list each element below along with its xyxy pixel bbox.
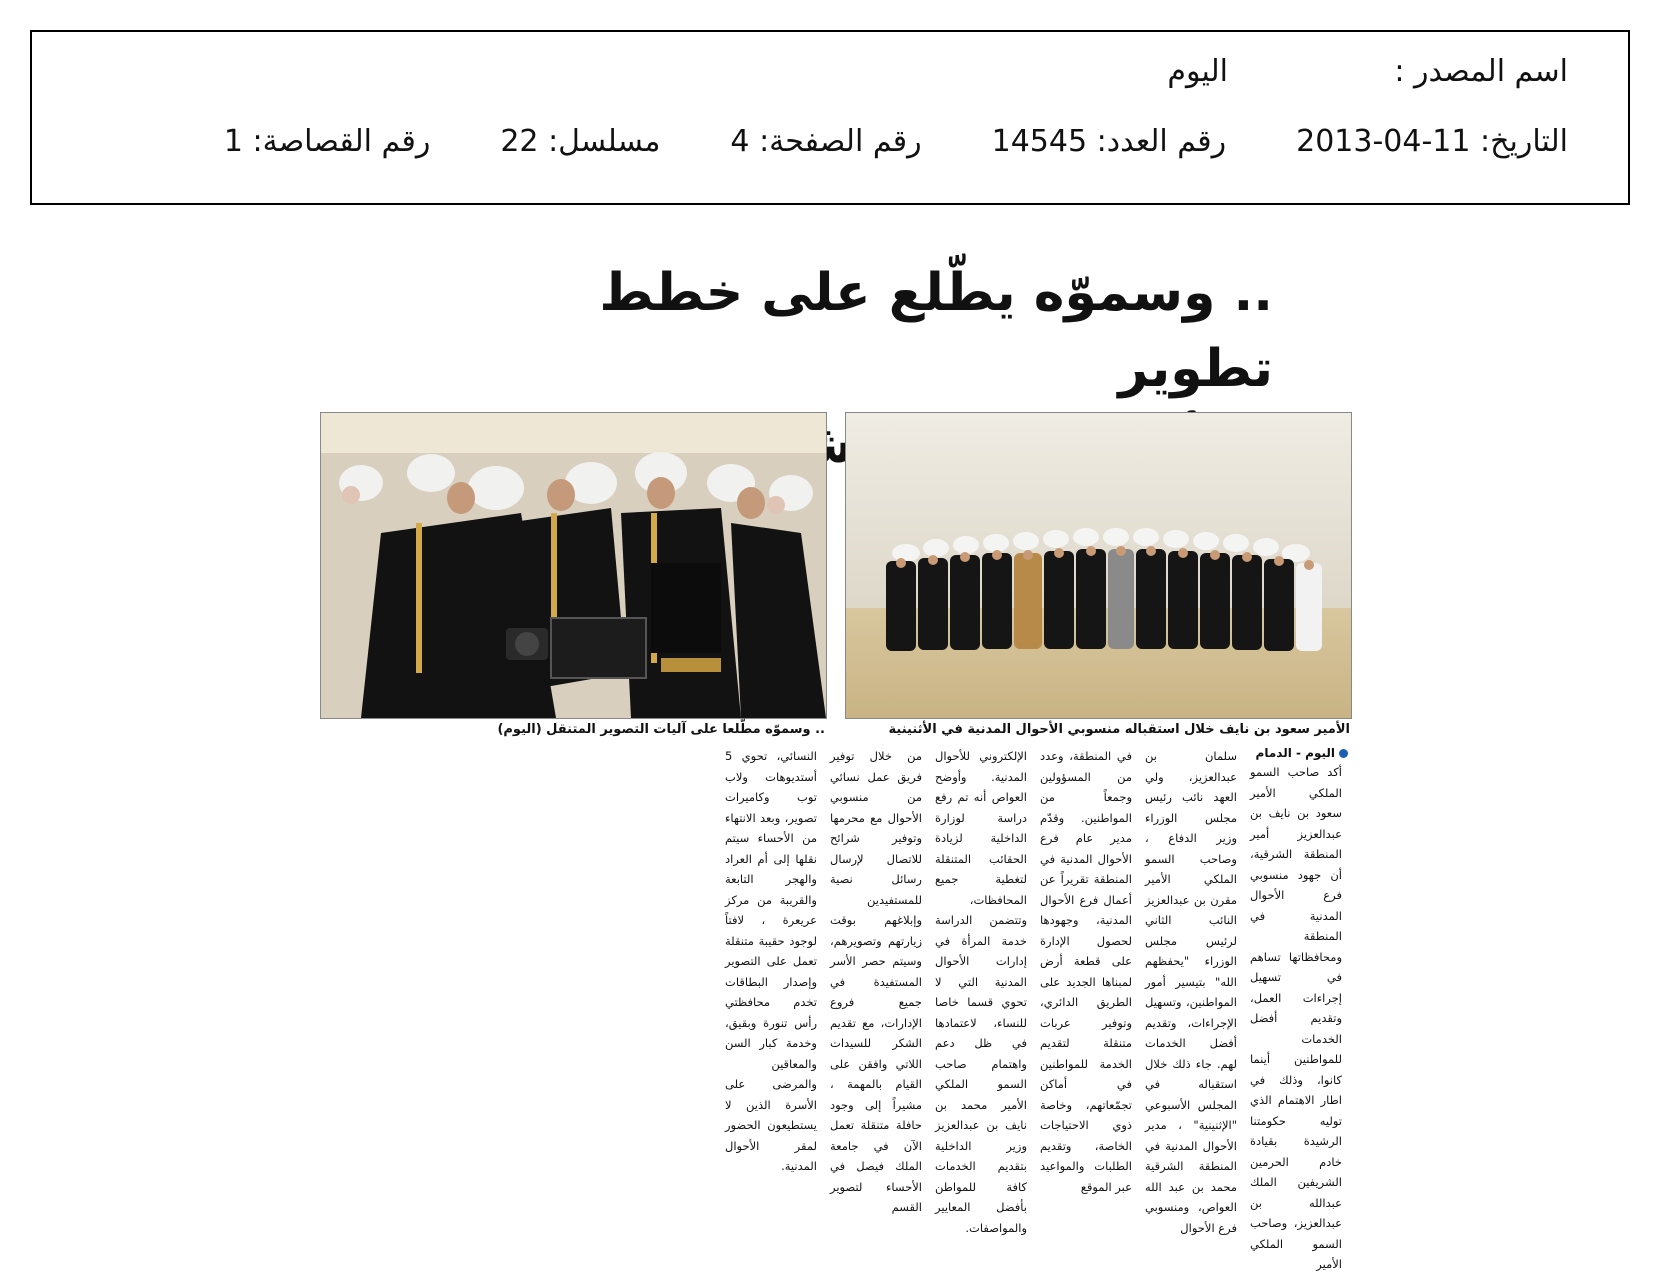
byline-text: اليوم - الدمام: [1255, 746, 1335, 760]
group-photo: [845, 412, 1352, 719]
article-column-1: أكد صاحب السمو الملكي الأمير سعود بن نايف بن عبدالعزيز أمير المنطقة الشرقية، أن جهود منسوبي فرع الأحوال المدنية في المنطقة ومحافظاتها تساهم في تسهيل إجراءات العمل، وتقديم أفضل الخدمات للمواطنين أينما كانوا، وذلك في اطار الاهتمام الذي توليه حكومتنا الرشيدة بقيادة خادم الحرمين الشريفين الملك عبدالله بن عبدالعزيز، وصاحب السمو الملكي الأمير: [1250, 765, 1342, 1271]
group-photo-illustration: [846, 413, 1351, 718]
serial-label: مسلسل:: [548, 124, 661, 159]
article-column-3: في المنطقة، وعدد من المسؤولين وجمعاً من المواطنين. وقدّم مدير عام فرع الأحوال المدنية في المنطقة تقريراً عن أعمال فرع الأحوال المدنية، وجهودها لحصول الإدارة على قطعة أرض لمبناها الجديد على الطريق الدائري، وتوفير عربات متنقلة لتقديم الخدمة للمواطنين في أماكن تجمّعاتهم، وخاصة ذوي الاحتياجات الخاصة، وتقديم الطلبات والمواعيد عبر الموقع: [1040, 749, 1132, 1194]
byline: [1256, 746, 1348, 760]
serial-value: 22: [500, 124, 539, 159]
page-label: رقم الصفحة:: [759, 124, 922, 159]
issue-value: 14545: [991, 124, 1088, 159]
clip-value: 1: [223, 124, 243, 159]
headline-line-1: .. وسموّه يطّلع على خطط تطوير: [599, 263, 1273, 399]
article-column-4: الإلكتروني للأحوال المدنية. وأوضح العواص أنه تم رفع دراسة لوزارة الداخلية لزيادة الحقائب المتنقلة لتغطية جميع المحافظات، وتتضمن الدراسة خدمة المرأة في إدارات الأحوال المدنية التي لا تحوي قسما خاصا للنساء، لاعتمادها في ظل دعم واهتمام صاحب السمو الملكي الأمير محمد بن نايف بن عبدالعزيز وزير الداخلية بتقديم الخدمات كافة للمواطن بأفضل المعايير والمواصفات.: [935, 749, 1027, 1235]
camera-demo-photo: [320, 412, 827, 719]
date-value: 2013-04-11: [1296, 124, 1471, 159]
article-column-6: النسائي، تحوي 5 أستديوهات ولاب توب وكاميرات تصوير، وبعد الانتهاء من الأحساء سيتم نقلها إلى أم العراد والهجر التابعة والقريبة من مركز عريعرة ، لافتاً لوجود حقيبة متنقلة تعمل على التصوير وإصدار البطاقات تخدم محافظتي رأس تنورة وبقيق، وخدمة كبار السن والمعاقين والمرضى على الأسرة الذين لا يستطيعون الحضور لمقر الأحوال المدنية.: [725, 749, 817, 1173]
date-field: [1296, 124, 1568, 159]
page-value: 4: [730, 124, 750, 159]
source-info-box: [30, 30, 1630, 205]
serial-field: [500, 124, 660, 159]
date-label: التاريخ:: [1480, 124, 1568, 159]
issue-field: [992, 124, 1226, 159]
page-field: [730, 124, 921, 159]
metadata-row: [224, 124, 1568, 159]
bullet-dot-icon: [1339, 749, 1348, 758]
issue-label: رقم العدد:: [1096, 124, 1227, 159]
caption-camera-photo: .. وسموّه مطّلعا على آليات التصوير المتنقل (اليوم): [497, 722, 825, 737]
clip-label: رقم القصاصة:: [252, 124, 431, 159]
camera-demo-illustration: [321, 413, 826, 718]
article-column-5: من خلال توفير فريق عمل نسائي من منسوبي الأحوال مع محرمها وتوفير شرائح للاتصال لإرسال رسائل نصية للمستفيدين وإبلاغهم بوقت زيارتهم وتصويرهم، وسيتم حصر الأسر المستفيدة في جميع فروع الإدارات، مع تقديم الشكر للسيدات اللاتي وافقن على القيام بالمهمة ، مشيراً إلى وجود حافلة متنقلة تعمل الآن في جامعة الملك فيصل في الأحساء لتصوير القسم: [830, 749, 922, 1214]
source-value: اليوم: [1167, 54, 1228, 89]
caption-group-photo: الأمير سعود بن نايف خلال استقباله منسوبي الأحوال المدنية في الأثنينية: [888, 722, 1350, 737]
clip-field: [224, 124, 430, 159]
article-column-2: سلمان بن عبدالعزيز، ولي العهد نائب رئيس مجلس الوزراء وزير الدفاع ، وصاحب السمو الملكي الأمير مقرن بن عبدالعزيز النائب الثاني لرئيس مجلس الوزراء "يحفظهم الله" بتيسير أمور المواطنين، وتسهيل الإجراءات، وتقديم أفضل الخدمات لهم. جاء ذلك خلال استقباله في المجلس الأسبوعي "الإثنينية" ، مدير الأحوال المدنية في المنطقة الشرقية محمد بن عبد الله العواص، ومنسوبي فرع الأحوال: [1145, 749, 1237, 1235]
source-label: اسم المصدر :: [1394, 54, 1568, 89]
